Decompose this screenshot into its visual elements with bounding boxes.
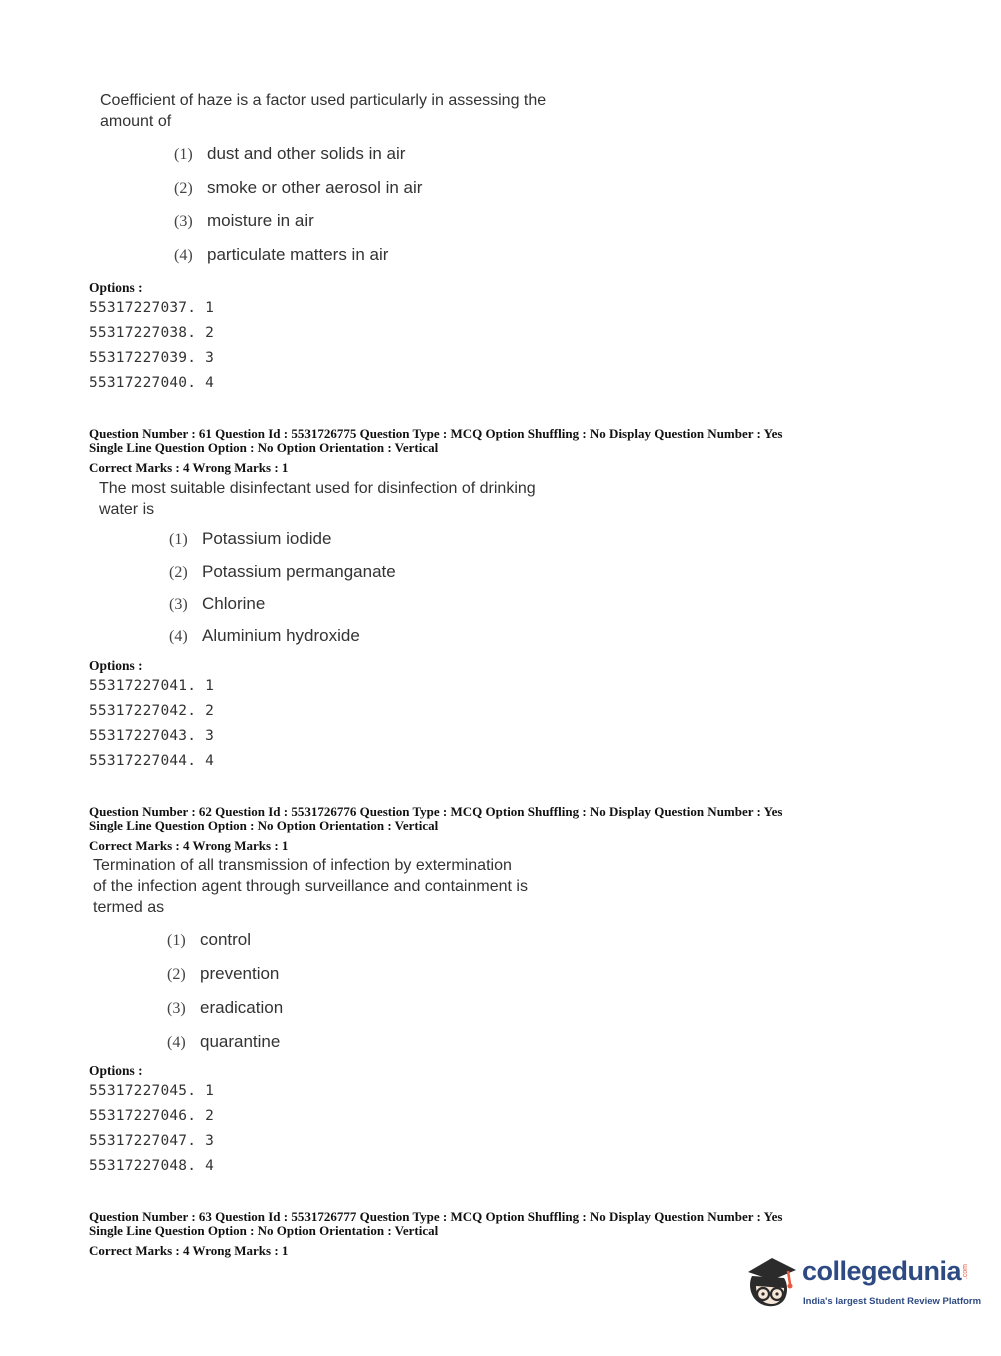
choice-number: (2) [167,966,186,983]
choice-text: control [200,930,252,949]
choice-number: (3) [169,596,188,613]
q63-marks: Correct Marks : 4 Wrong Marks : 1 [89,1243,289,1258]
q60-option-3: 55317227039. 3 [89,350,215,366]
q61-choice-2 [169,562,396,582]
q62-choice-3 [167,998,283,1018]
choice-text: moisture in air [207,211,314,230]
choice-text: Potassium permanganate [202,562,396,581]
q60-stem: Coefficient of haze is a factor used particularly in assessing the amount of [100,92,547,130]
q62-meta-line-2: Single Line Question Option : No Option Orientation : Vertical [89,818,439,833]
choice-number: (1) [167,932,186,949]
q62-option-4: 55317227048. 4 [89,1158,215,1174]
choice-number: (2) [169,564,188,581]
q61-meta-line-2: Single Line Question Option : No Option Orientation : Vertical [89,440,439,455]
q60-options-label: Options : [89,280,143,295]
q62-option-2: 55317227046. 2 [89,1108,215,1124]
q60-option-4: 55317227040. 4 [89,375,215,391]
q61-choice-1 [169,529,331,549]
q61-option-2: 55317227042. 2 [89,703,215,719]
mascot-icon [742,1250,800,1310]
logo-name: collegedunia [802,1256,962,1286]
q60-choice-2 [174,178,422,198]
choice-text: dust and other solids in air [207,144,406,163]
choice-number: (4) [174,247,193,264]
q62-choice-2 [167,964,279,984]
choice-text: prevention [200,964,280,983]
q60-option-1: 55317227037. 1 [89,300,215,316]
q60-option-2: 55317227038. 2 [89,325,215,341]
q62-marks: Correct Marks : 4 Wrong Marks : 1 [89,838,289,853]
q61-option-1: 55317227041. 1 [89,678,215,694]
logo-tagline: India's largest Student Review Platform [803,1296,982,1307]
choice-text: Aluminium hydroxide [202,626,360,645]
choice-text: Potassium iodide [202,529,332,548]
choice-text: smoke or other aerosol in air [207,178,423,197]
choice-number: (2) [174,180,193,197]
q62-option-1: 55317227045. 1 [89,1083,215,1099]
q62-stem: Termination of all transmission of infection by extermination of the infection agent through surveillance and containment is termed as [93,857,528,916]
choice-number: (4) [167,1034,186,1051]
q63-meta-line-2: Single Line Question Option : No Option Orientation : Vertical [89,1223,439,1238]
choice-number: (4) [169,628,188,645]
q61-meta-line-1: Question Number : 61 Question Id : 5531726775 Question Type : MCQ Option Shuffling : No Display Question Number : Yes [89,426,783,441]
q60-choice-4 [174,245,388,265]
q62-meta-line-1: Question Number : 62 Question Id : 5531726776 Question Type : MCQ Option Shuffling : No Display Question Number : Yes [89,804,783,819]
q62-choice-1 [167,930,251,950]
q61-option-3: 55317227043. 3 [89,728,215,744]
choice-number: (1) [169,531,188,548]
choice-number: (1) [174,146,193,163]
q62-choice-4 [167,1032,280,1052]
q61-stem: The most suitable disinfectant used for disinfection of drinking water is [99,480,536,518]
q62-options-label: Options : [89,1063,143,1078]
choice-text: eradication [200,998,284,1017]
q61-choice-4 [169,626,360,646]
q61-marks: Correct Marks : 4 Wrong Marks : 1 [89,460,289,475]
choice-number: (3) [167,1000,186,1017]
choice-number: (3) [174,213,193,230]
logo-wordmark [802,1256,969,1287]
choice-text: particulate matters in air [207,245,389,264]
q60-choice-3 [174,211,314,231]
q61-option-4: 55317227044. 4 [89,753,215,769]
choice-text: quarantine [200,1032,281,1051]
q61-choice-3 [169,594,265,614]
q62-option-3: 55317227047. 3 [89,1133,215,1149]
q60-choice-1 [174,144,405,164]
logo-dotcom: .com [962,1263,970,1280]
q63-meta-line-1: Question Number : 63 Question Id : 5531726777 Question Type : MCQ Option Shuffling : No Display Question Number : Yes [89,1209,783,1224]
q61-options-label: Options : [89,658,143,673]
choice-text: Chlorine [202,594,266,613]
collegedunia-logo [742,1250,982,1312]
